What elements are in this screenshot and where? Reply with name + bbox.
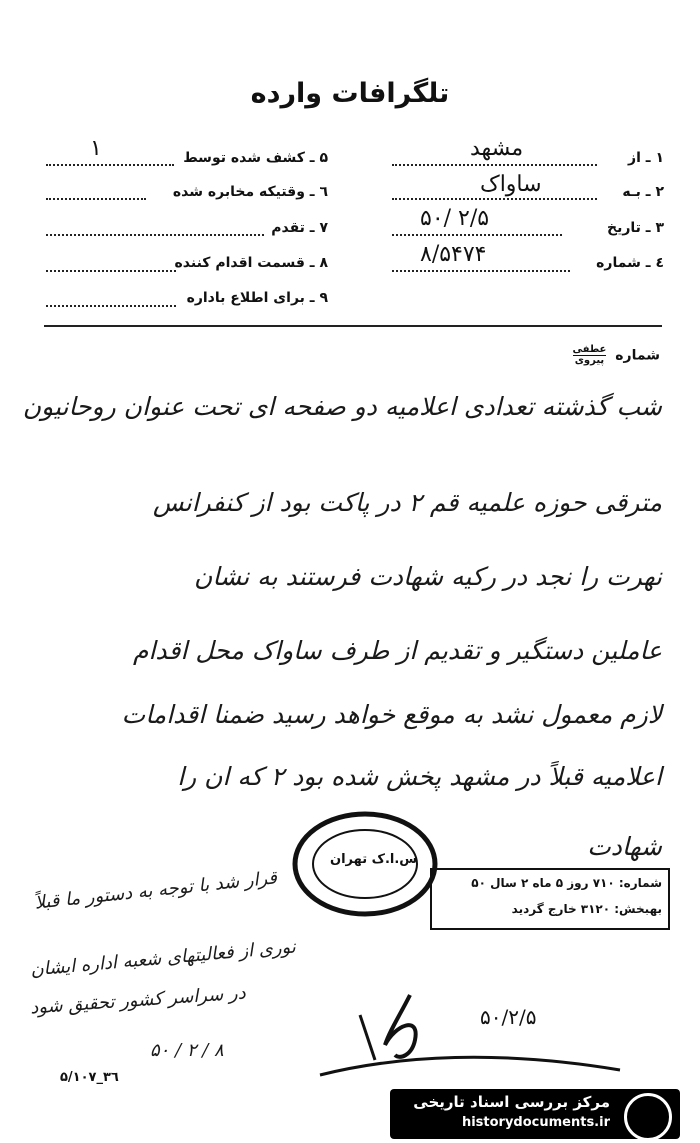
field-action-dept-line	[46, 270, 176, 272]
watermark	[390, 1089, 680, 1139]
field-to-label: ۲ ـ بـه	[622, 184, 664, 200]
field-from-label: ۱ ـ از	[628, 150, 664, 166]
document-code: ۵/۱۰۷_۳٦	[60, 1070, 119, 1085]
field-to-line	[392, 198, 597, 200]
header-divider	[44, 325, 662, 327]
body-line: عاملین دستگیر و تقدیم از طرف ساواک محل اقدام	[132, 636, 662, 665]
reference-number	[573, 345, 661, 366]
field-info-line	[46, 305, 176, 307]
reference-bottom: پیروی	[573, 355, 607, 366]
field-number-value: ۸/۵۴۷۴	[420, 242, 487, 267]
field-decoded-by-value: ۱	[90, 136, 102, 161]
field-decoded-by-label: ۵ ـ کشف شده توسط	[183, 150, 328, 166]
document-title: تلگرافات وارده	[250, 78, 450, 109]
field-date-label: ۳ ـ تاریخ	[607, 220, 664, 236]
field-priority-line	[46, 234, 264, 236]
field-info-label: ۹ ـ برای اطلاع باداره	[186, 290, 328, 306]
field-number-label: ٤ ـ شماره	[596, 255, 664, 271]
reference-top: عطفی	[572, 344, 607, 355]
field-sent-time-label: ٦ ـ وقتیکه مخابره شده	[172, 184, 328, 200]
signature-date: ۵۰/۲/۵	[480, 1005, 537, 1029]
field-decoded-by-line	[46, 164, 174, 166]
watermark-url: historydocuments.ir	[461, 1115, 610, 1130]
stamp-line-1: شماره: ۷۱۰ روز ۵ ماه ۲ سال ۵۰	[471, 876, 662, 890]
stamp-line-2: بهبخش: ۳۱۲۰ خارج گردید	[511, 902, 662, 916]
archive-logo-icon	[624, 1093, 672, 1141]
body-line: نهرت را نجد در رکیه شهادت فرستند به نشان	[193, 562, 662, 591]
dispatch-stamp	[430, 868, 670, 930]
reference-label: شماره	[615, 347, 660, 364]
body-line: مترقی حوزه علمیه قم ۲ در پاکت بود از کنفرانس	[152, 488, 662, 517]
field-priority-label: ۷ ـ تقدم	[271, 220, 328, 236]
margin-note-date: ۸ / ۲ / ۵۰	[150, 1040, 224, 1061]
field-from-value: مشهد	[470, 136, 524, 161]
field-action-dept-label: ۸ ـ قسمت اقدام کننده	[174, 255, 328, 271]
field-number-line	[392, 270, 570, 272]
margin-note: نوری از فعالیتهای شعبه اداره ایشان	[29, 936, 297, 981]
body-line: شب گذشته تعدادی اعلامیه دو صفحه ای تحت عنوان روحانیون	[22, 392, 662, 421]
body-line: اعلامیه قبلاً در مشهد پخش شده بود ۲ که ان را	[177, 762, 662, 791]
field-sent-time-line	[46, 198, 146, 200]
field-date-line	[392, 234, 562, 236]
signature-icon	[300, 975, 630, 1095]
field-from-line	[392, 164, 597, 166]
body-line: شهادت	[587, 832, 662, 861]
body-line: لازم معمول نشد به موقع خواهد رسید ضمنا اقدامات	[121, 700, 662, 729]
margin-note: در سراسر کشور تحقیق شود	[29, 982, 247, 1019]
seal-text: س.ا.ک تهران	[330, 852, 418, 867]
margin-note: قرار شد با توجه به دستور ما قبلاً	[33, 867, 278, 914]
field-to-value: ساواک	[480, 172, 542, 197]
watermark-name: مرکز بررسی اسناد تاریخی	[413, 1093, 610, 1111]
field-date-value: ۲/۵ /۵۰	[420, 206, 490, 231]
